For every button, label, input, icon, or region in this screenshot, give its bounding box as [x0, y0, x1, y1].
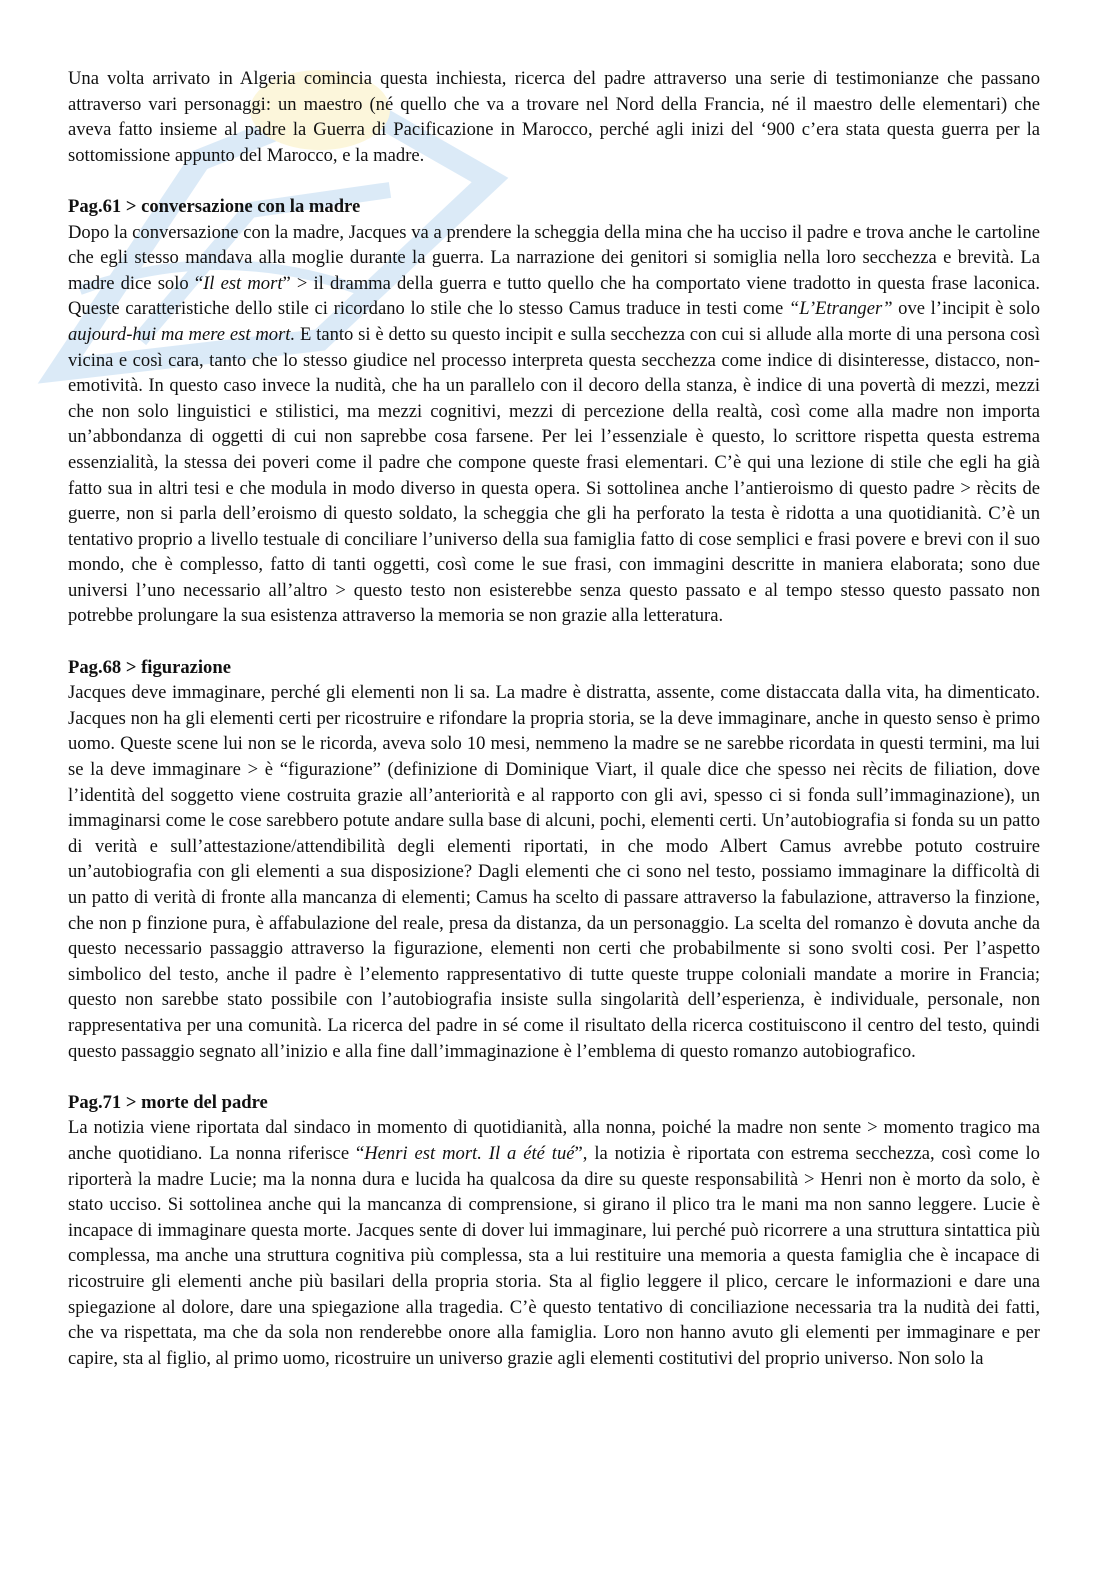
section-heading-figurazione: Pag.68 > figurazione — [68, 656, 231, 678]
document-page — [68, 66, 1040, 1371]
text-span: E tanto si è detto su questo incipit e sulla secchezza con cui si allude alla morte di una persona così vicina e così cara, tanto che lo stesso giudice nel processo interpreta questa secchezza come indice di disinteresse, distacco, non-emotività. In questo caso invece la nudità, che ha un parallelo con il decoro della stanza, è indice di una povertà di mezzi, mezzi che non solo linguistici e stilistici, ma mezzi cognitivi, mezzi di percezione della realtà, così come alla madre non importa un’abbondanza di oggetti di cui non saprebbe cosa farsene. Per lei l’essenziale è questo, lo scrittore rispetta questa estrema essenzialità, la stessa dei poveri come il padre che compone queste frasi elementari. C’è qui una lezione di stile che egli ha già fatto sua in altri tesi e che modula in modo diverso in questa opera. Si sottolinea anche l’antieroismo di questo padre > rècits de guerre, non si parla dell’eroismo di questo soldato, la scheggia che gli ha perforato la testa è ridotta a una quotidianità. C’è un tentativo proprio a livello testuale di conciliare l’universo della sua famiglia fatto di cose semplici e frasi povere e brevi con il suo mondo, che è complesso, fatto di tanti oggetti, così come le sue frasi, con immagini descritte in maniera elaborata; sono due universi l’uno necessario all’altro > questo testo non esisterebbe senza questo passato e al tempo stesso questo passato non potrebbe prolungare la sua esistenza attraverso la memoria se non grazie alla letteratura. — [68, 323, 1040, 627]
section-heading-conversazione: Pag.61 > conversazione con la madre — [68, 195, 361, 217]
text-span: ” > il dramma della guerra e tutto quello che ha comportato viene tradotto in questa frase laconica. Queste caratteristiche dello stile ci ricordano lo stile che lo stesso Camus traduce in testi come — [68, 272, 1040, 320]
paragraph-gap — [68, 1064, 1040, 1090]
italic-quote: aujourd-hui ma mere est mort. — [68, 323, 296, 345]
text-span: ove l’incipit è solo — [892, 298, 1040, 320]
section-paragraph-morte-del-padre — [68, 1115, 1040, 1371]
paragraph-gap — [68, 629, 1040, 655]
section-heading-morte-del-padre: Pag.71 > morte del padre — [68, 1091, 268, 1113]
text-span: Jacques deve immaginare, perché gli elementi non li sa. La madre è distratta, assente, come distaccata dalla vita, ha dimenticato. Jacques non ha gli elementi certi per ricostruire e rifondare la propria storia, se la deve immaginare, anche in questo senso è primo uomo. Queste scene lui non se le ricorda, aveva solo 10 mesi, nemmeno la madre se ne sarebbe ricordata in questi termini, ma lui se la deve immaginare > è “figurazione” (definizione di Dominique Viart, il quale dice che spesso nei rècits de filiation, dove l’identità del soggetto viene costruita grazie all’anteriorità e al rapporto con gli avi, spesso ci si fonda sull’immaginazione), un immaginarsi come le cose sarebbero potute andare sulla base di alcuni, pochi, elementi certi. Un’autobiografia si fonda su un patto di verità e sull’attestazione/attendibilità degli elementi riportati, in che modo Albert Camus avrebbe potuto costruire un’autobiografia con gli elementi a sua disposizione? Dagli elementi che ci sono nel testo, possiamo immaginare la difficoltà di un patto di verità di fronte alla mancanza di elementi; Camus ha scelto di passare attraverso la fabulazione, attraverso la finzione, che non p finzione pura, è affabulazione del reale, presa da distanza, da un personaggio. La scelta del romanzo è dovuta anche da questo necessario passaggio attraverso la figurazione, elementi non certi che probabilmente si sono svolti cosi. Per l’aspetto simbolico del testo, anche il padre è l’elemento rappresentativo di tutte queste truppe coloniali mandate a morire in Francia; questo non sarebbe stato possibile con l’autobiografia insiste sulla singolarità dell’esperienza, è individuale, personale, non rappresentativa per una comunità. La ricerca del padre in sé come il risultato della ricerca costituiscono il centro del testo, quindi questo passaggio segnato all’inizio e alla fine dall’immaginazione è l’emblema di questo romanzo autobiografico. — [68, 682, 1040, 1062]
text-span: La notizia viene riportata dal sindaco in momento di quotidianità, alla nonna, poiché la madre non sente > momento tragico ma anche quotidiano. La nonna riferisce “ — [68, 1117, 1040, 1164]
italic-quote: “L’Etranger” — [788, 298, 893, 320]
section-paragraph-figurazione — [68, 680, 1040, 1064]
text-span: Dopo la conversazione con la madre, Jacques va a prendere la scheggia della mina che ha ucciso il padre e trova anche le cartoline che egli stesso mandava alla moglie durante la guerra. La narrazione dei genitori si somiglia nella loro secchezza e brevità. La madre dice solo “ — [68, 221, 1040, 294]
text-span: ”, la notizia è riportata con estrema secchezza, così come lo riporterà la madre Lucie; ma la nonna dura e lucida ha qualcosa da dire su queste responsabilità > Henri non è morto da solo, è stato ucciso. Si sottolinea anche qui la mancanza di comprensione, si girano il plico tra le mani ma non sanno leggere. Lucie è incapace di immaginare questa morte. Jacques sente di dover lui immaginare, lui perché può ricorrere a una struttura sintattica più complessa, ma anche una struttura cognitiva più complessa, sta a lui restituire una memoria a questa famiglia che è incapace di ricostruire gli elementi anche più basilari della propria storia. Sta al figlio leggere il plico, cercare le informazioni e dare una spiegazione al dolore, dare una spiegazione alla tragedia. C’è questo tentativo di conciliazione necessaria tra la nudità dei fatti, che va rispettata, ma che da sola non renderebbe onore alla famiglia. Loro non hanno avuto gli elementi per immaginare e per capire, sta al figlio, al primo uomo, ricostruire un universo grazie agli elementi costitutivi del proprio universo. Non solo la — [68, 1142, 1040, 1369]
intro-text: Una volta arrivato in Algeria comincia questa inchiesta, ricerca del padre attraverso una serie di testimonianze che passano attraverso vari personaggi: un maestro (né quello che va a trovare nel Nord della Francia, né il maestro delle elementari) che aveva fatto insieme al padre la Guerra di Pacificazione in Marocco, perché agli inizi del ‘900 c’era stata questa guerra per la sottomissione appunto del Marocco, e la madre. — [68, 68, 1040, 166]
italic-quote: Henri est mort. Il a été tué — [364, 1142, 575, 1164]
section-paragraph-conversazione — [68, 220, 1040, 630]
intro-paragraph — [68, 66, 1040, 168]
paragraph-gap — [68, 168, 1040, 194]
italic-quote: Il est mort — [203, 272, 283, 294]
